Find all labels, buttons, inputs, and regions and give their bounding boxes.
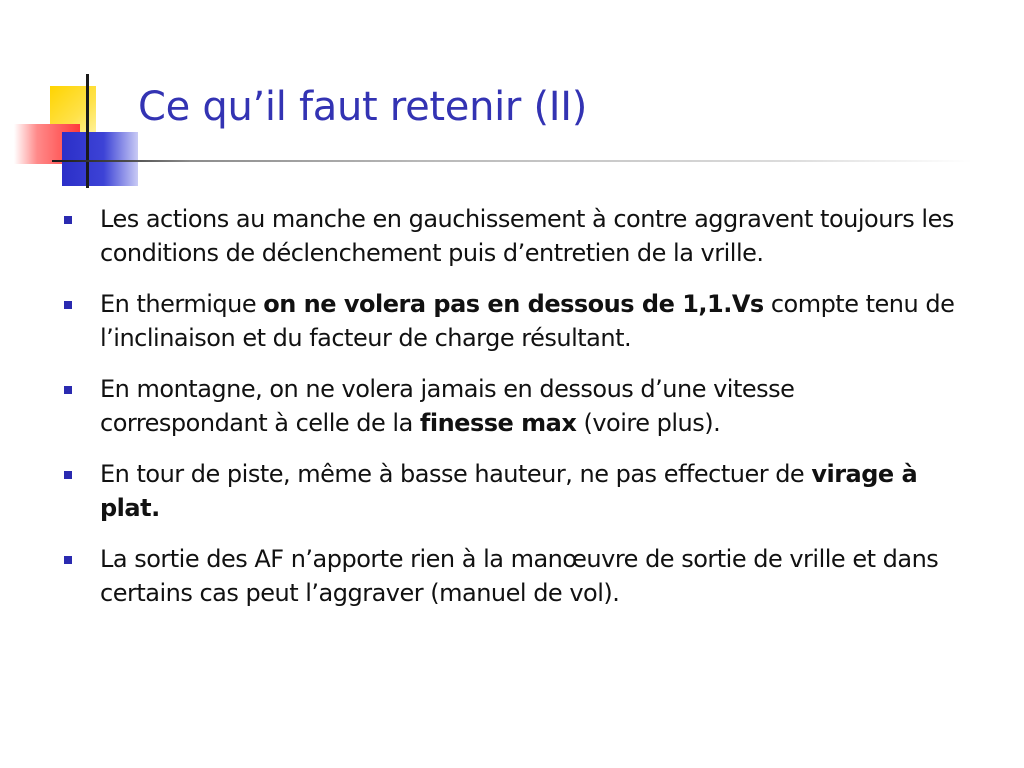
bullet-text: En montagne, on ne volera jamais en dessous d’une vitesse correspondant à celle de la: [100, 375, 795, 437]
blue-square: [62, 132, 138, 186]
bullet-bold-text: finesse max: [419, 409, 577, 437]
square-bullet-icon: [64, 386, 72, 394]
bullet-item: [62, 202, 962, 270]
bullet-item: [62, 372, 962, 440]
vertical-rule: [86, 74, 89, 188]
bullet-bold-text: virage à plat.: [100, 460, 918, 522]
bullet-text: La sortie des AF n’apporte rien à la manœuvre de sortie de vrille et dans certains cas peut l’aggraver (manuel de vol).: [100, 545, 939, 607]
square-bullet-icon: [64, 216, 72, 224]
bullet-text: Les actions au manche en gauchissement à contre aggravent toujours les conditions de déclenchement puis d’entretien de la vrille.: [100, 205, 954, 267]
bullet-text: En thermique: [100, 290, 264, 318]
slide-title: Ce qu’il faut retenir (II): [138, 84, 588, 130]
square-bullet-icon: [64, 471, 72, 479]
bullet-list: [62, 202, 962, 627]
bullet-text: En tour de piste, même à basse hauteur, ne pas effectuer de: [100, 460, 812, 488]
bullet-text: compte tenu de l’inclinaison et du facteur de charge résultant.: [100, 290, 955, 352]
bullet-item: [62, 287, 962, 355]
bullet-bold-text: on ne volera pas en dessous de 1,1.Vs: [263, 290, 764, 318]
bullet-item: [62, 457, 962, 525]
title-underline: [52, 160, 972, 162]
bullet-item: [62, 542, 962, 610]
bullet-text: (voire plus).: [576, 409, 721, 437]
square-bullet-icon: [64, 301, 72, 309]
square-bullet-icon: [64, 556, 72, 564]
